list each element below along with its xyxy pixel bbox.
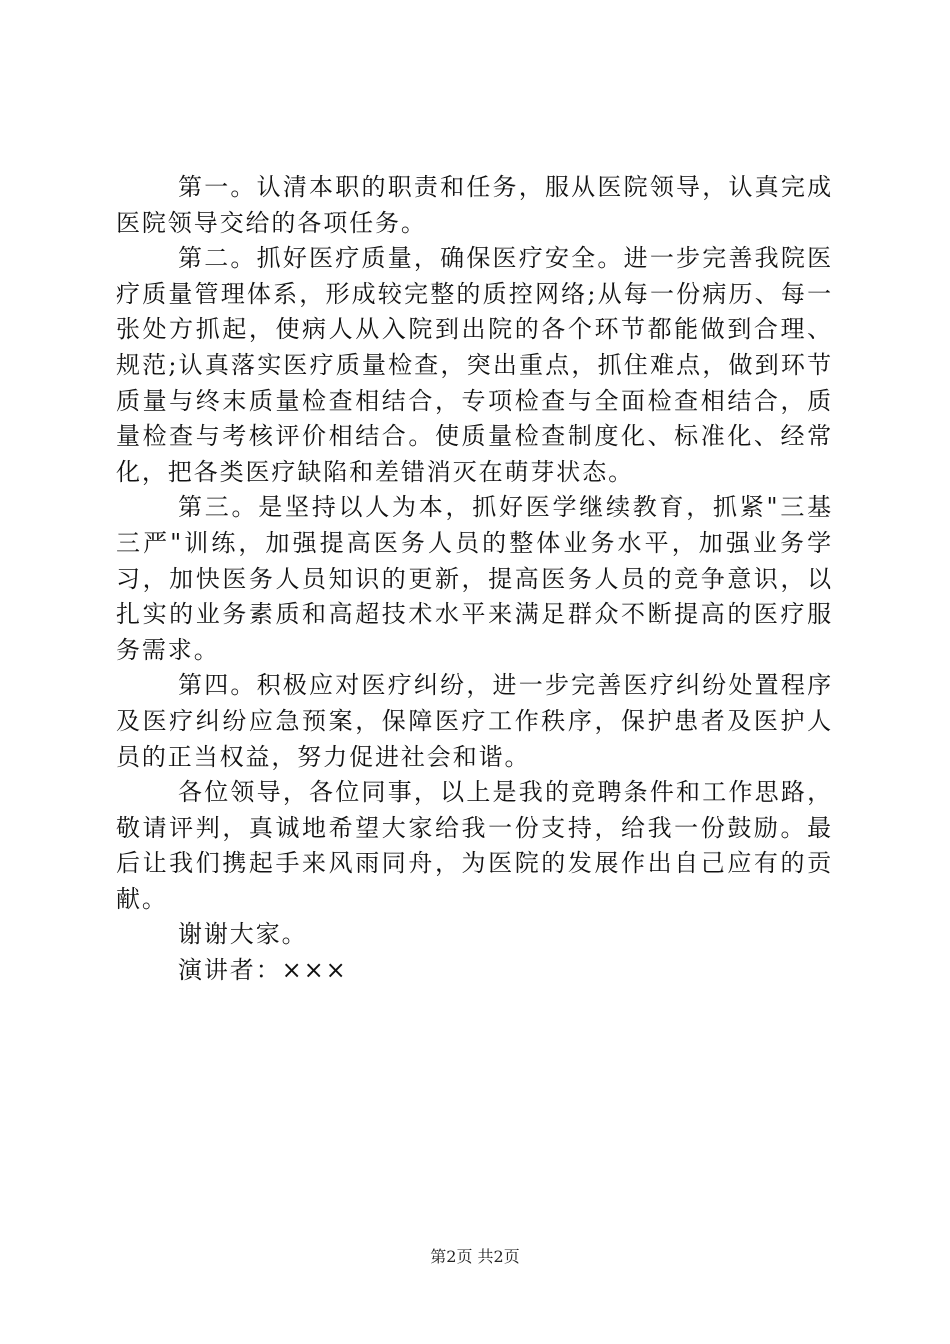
- paragraph-3: 第三。是坚持以人为本，抓好医学继续教育，抓紧"三基三严"训练，加强提高医务人员的整体业务水平，加强业务学习，加快医务人员知识的更新，提高医务人员的竞争意识，以扎实的业务素质和高超技术水平来满足群众不断提高的医疗服务需求。: [116, 493, 833, 664]
- speaker-signature: 演讲者：×××: [178, 956, 348, 985]
- document-body: [116, 170, 833, 989]
- paragraph-1: 第一。认清本职的职责和任务，服从医院领导，认真完成医院领导交给的各项任务。: [116, 173, 833, 237]
- page-number-footer: 第2页 共2页: [430, 1247, 520, 1266]
- closing-thanks: 谢谢大家。: [178, 920, 308, 949]
- paragraph-5: 各位领导，各位同事，以上是我的竞聘条件和工作思路，敬请评判，真诚地希望大家给我一份支持，给我一份鼓励。最后让我们携起手来风雨同舟，为医院的发展作出自己应有的贡献。: [116, 778, 833, 913]
- paragraph-4: 第四。积极应对医疗纠纷，进一步完善医疗纠纷处置程序及医疗纠纷应急预案，保障医疗工作秩序，保护患者及医护人员的正当权益，努力促进社会和谐。: [116, 671, 833, 771]
- paragraph-2: 第二。抓好医疗质量，确保医疗安全。进一步完善我院医疗质量管理体系，形成较完整的质控网络;从每一份病历、每一张处方抓起，使病人从入院到出院的各个环节都能做到合理、规范;认真落实医疗质量检查，突出重点，抓住难点，做到环节质量与终末质量检查相结合，专项检查与全面检查相结合，质量检查与考核评价相结合。使质量检查制度化、标准化、经常化，把各类医疗缺陷和差错消灭在萌芽状态。: [116, 244, 833, 486]
